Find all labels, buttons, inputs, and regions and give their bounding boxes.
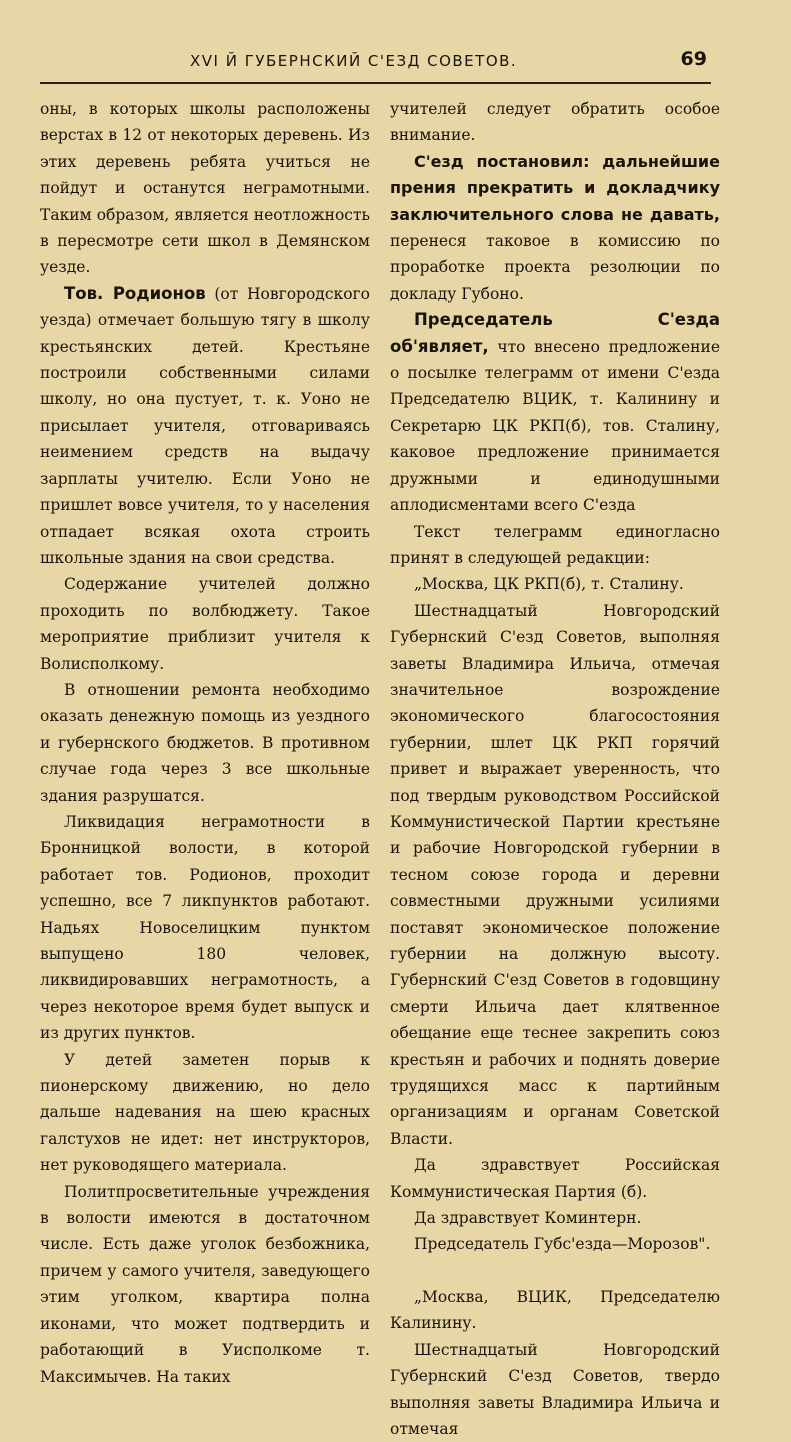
slogan: Да здравствует Коминтерн.: [414, 1209, 642, 1228]
paragraph: учителей следует обратить особое внимание.: [390, 100, 720, 145]
slogan: Да здравствует Российская Коммунистическая Партия (б).: [390, 1156, 720, 1201]
spacer: [390, 1258, 720, 1284]
telegram-signature: Председатель Губс'езда—Морозов".: [414, 1235, 711, 1254]
paragraph: оны, в которых школы расположены верстах в 12 от некоторых деревень. Из этих деревень ребята учиться не пойдут и останутся неграмотными. Таким образом, является неотложность в пересмотре сети школ в Демянском уезде.: [40, 100, 370, 277]
chairman-announcement: Председатель С'езда об'являет,: [390, 310, 720, 356]
telegram-text: Шестнадцатый Новгородский Губернский С'езд Советов, твердо выполняя заветы Владимира Ильича и отмечая: [390, 1340, 720, 1438]
paragraph: [390, 307, 720, 518]
paragraph: Текст телеграмм единогласно принят в следующей редакции:: [390, 522, 720, 567]
paragraph: Ликвидация неграмотности в Бронницкой волости, в которой работает тов. Родионов, проходит успешно, все 7 ликпунктов работают. Надьях Новоселицким пунктом выпущено 180 человек, ликвидировавших неграмотность, а через некоторое время будет выпуск и из других пунктов.: [40, 812, 370, 1043]
paragraph-text: (от Новгородского уезда) отмечает большую тягу в школу крестьянских детей. Крестьяне построили собственными силами школу, но она пустует, т. к. Уоно не присылает учителя, отговариваясь неимением средств на выдачу зарплаты учителю. Если Уоно не пришлет вовсе учителя, то у населения отпадает всякая охота строить школьные здания на свои средства.: [40, 284, 370, 567]
left-column: [40, 96, 370, 1390]
paragraph: [390, 149, 720, 307]
paragraph: [40, 281, 370, 571]
page-number: 69: [680, 48, 707, 70]
telegram-address: „Москва, ЦК РКП(б), т. Сталину.: [414, 575, 684, 594]
header-title: XVI Й ГУБЕРНСКИЙ С'ЕЗД СОВЕТОВ.: [190, 52, 518, 70]
right-column: [390, 96, 720, 1442]
speaker-name: Тов. Родионов: [64, 283, 206, 303]
paragraph-text: что внесено предложение о посылке телеграмм от имени С'езда Председателю ВЦИК, т. Калинину и Секретарю ЦК РКП(б), тов. Сталину, каковое предложение принимается дружными и единодушными аплодисментами всего С'езда: [390, 337, 720, 515]
telegram-text: Шестнадцатый Новгородский Губернский С'езд Советов, выполняя заветы Владимира Ильича, отмечая значительное возрождение экономического благосостояния губернии, шлет ЦК РКП горячий привет и выражает уверенность, что под твердым руководством Российской Коммунистической Партии крестьяне и рабочие Новгородской губернии в тесном союзе города и деревни совместными дружными усилиями поставят экономическое положение губернии на должную высоту. Губернский С'езд Советов в годовщину смерти Ильича дает клятвенное обещание еще теснее закрепить союз крестьян и рабочих и поднять доверие трудящихся масс к партийным организациям и органам Советской Власти.: [390, 601, 720, 1148]
paragraph: Содержание учителей должно проходить по волбюджету. Такое мероприятие приблизит учителя к Волисполкому.: [40, 575, 370, 673]
telegram-address: „Москва, ВЦИК, Председателю Калинину.: [390, 1287, 720, 1333]
resolution-text: С'езд постановил: дальнейшие прения прекратить и докладчику заключительного слова не давать,: [390, 151, 720, 224]
paragraph-text: перенеся таковое в комиссию по проработке проекта резолюции по докладу Губоно.: [390, 232, 720, 303]
paragraph: В отношении ремонта необходимо оказать денежную помощь из уездного и губернского бюджетов. В противном случае года через 3 все школьные здания разрушатся.: [40, 680, 370, 805]
running-header: [40, 48, 711, 84]
paragraph: У детей заметен порыв к пионерскому движению, но дело дальше надевания на шею красных галстухов не идет: нет инструкторов, нет руководящего материала.: [40, 1050, 370, 1175]
paragraph: Политпросветительные учреждения в волости имеются в достаточном числе. Есть даже уголок безбожника, причем у самого учителя, заведующего этим уголком, квартира полна иконами, что может подтвердить и работающий в Уисполкоме т. Максимычев. На таких: [40, 1182, 370, 1386]
